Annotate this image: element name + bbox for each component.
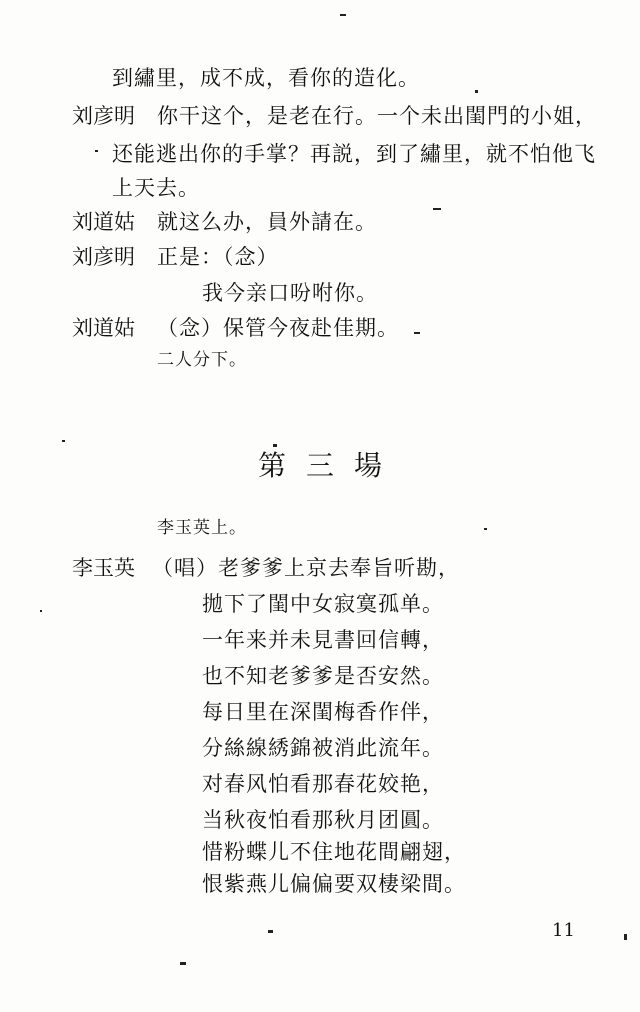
role-name: 刘彦明 [72,104,135,128]
role-name: 刘彦明 [72,245,135,269]
scan-speck [484,528,487,530]
verse-line: 拋下了閨中女寂寞孤单。 [202,592,444,616]
scan-speck [268,930,273,933]
dialogue-line: 上天去。 [112,176,200,200]
dialogue-line: 到繡里，成不成，看你的造化。 [112,66,420,90]
scene-heading: 第三場 [258,449,403,482]
verse-line: （唱）老爹爹上京去奉旨听勘， [152,556,460,580]
dialogue-line: 你干这个，是老在行。一个未出閨門的小姐， [157,104,597,128]
role-name: 刘道姑 [72,316,135,340]
verse-line: 惜粉蝶儿不住地花間翩翅， [202,840,466,864]
scan-speck [62,440,65,442]
scan-speck [40,610,42,612]
page-number: 11 [552,920,575,941]
verse-line: 一年来并未見書回信轉， [202,628,444,652]
role-name: 刘道姑 [72,210,135,234]
stage-direction: 李玉英上。 [157,518,247,538]
dialogue-line: 正是：（念） [157,245,279,269]
verse-line: 当秋夜怕看那秋月团圓。 [202,808,444,832]
dialogue-line: （念）保管今夜赴佳期。 [157,316,399,340]
scan-speck [340,14,346,16]
verse-line: 恨紫燕儿偏偏要双棲梁間。 [202,872,466,896]
verse-line: 也不知老爹爹是否安然。 [202,664,444,688]
verse-line: 对春风怕看那春花姣艳， [202,772,444,796]
scan-speck [624,934,627,940]
verse-line: 分絲線綉錦被消此流年。 [202,736,444,760]
dialogue-line: 还能逃出你的手掌？再説，到了繡里，就不怕他飞 [112,142,596,166]
scan-speck [433,208,441,210]
scan-speck [414,332,420,334]
verse-line: 我今亲口吩咐你。 [202,281,378,305]
scan-speck [273,444,277,447]
scan-speck [475,90,478,93]
role-name: 李玉英 [72,556,135,580]
scan-speck [95,150,98,152]
scan-speck [180,962,186,965]
dialogue-line: 就这么办，員外請在。 [157,210,377,234]
verse-line: 每日里在深閨梅香作伴， [202,700,444,724]
stage-direction: 二人分下。 [157,350,247,370]
